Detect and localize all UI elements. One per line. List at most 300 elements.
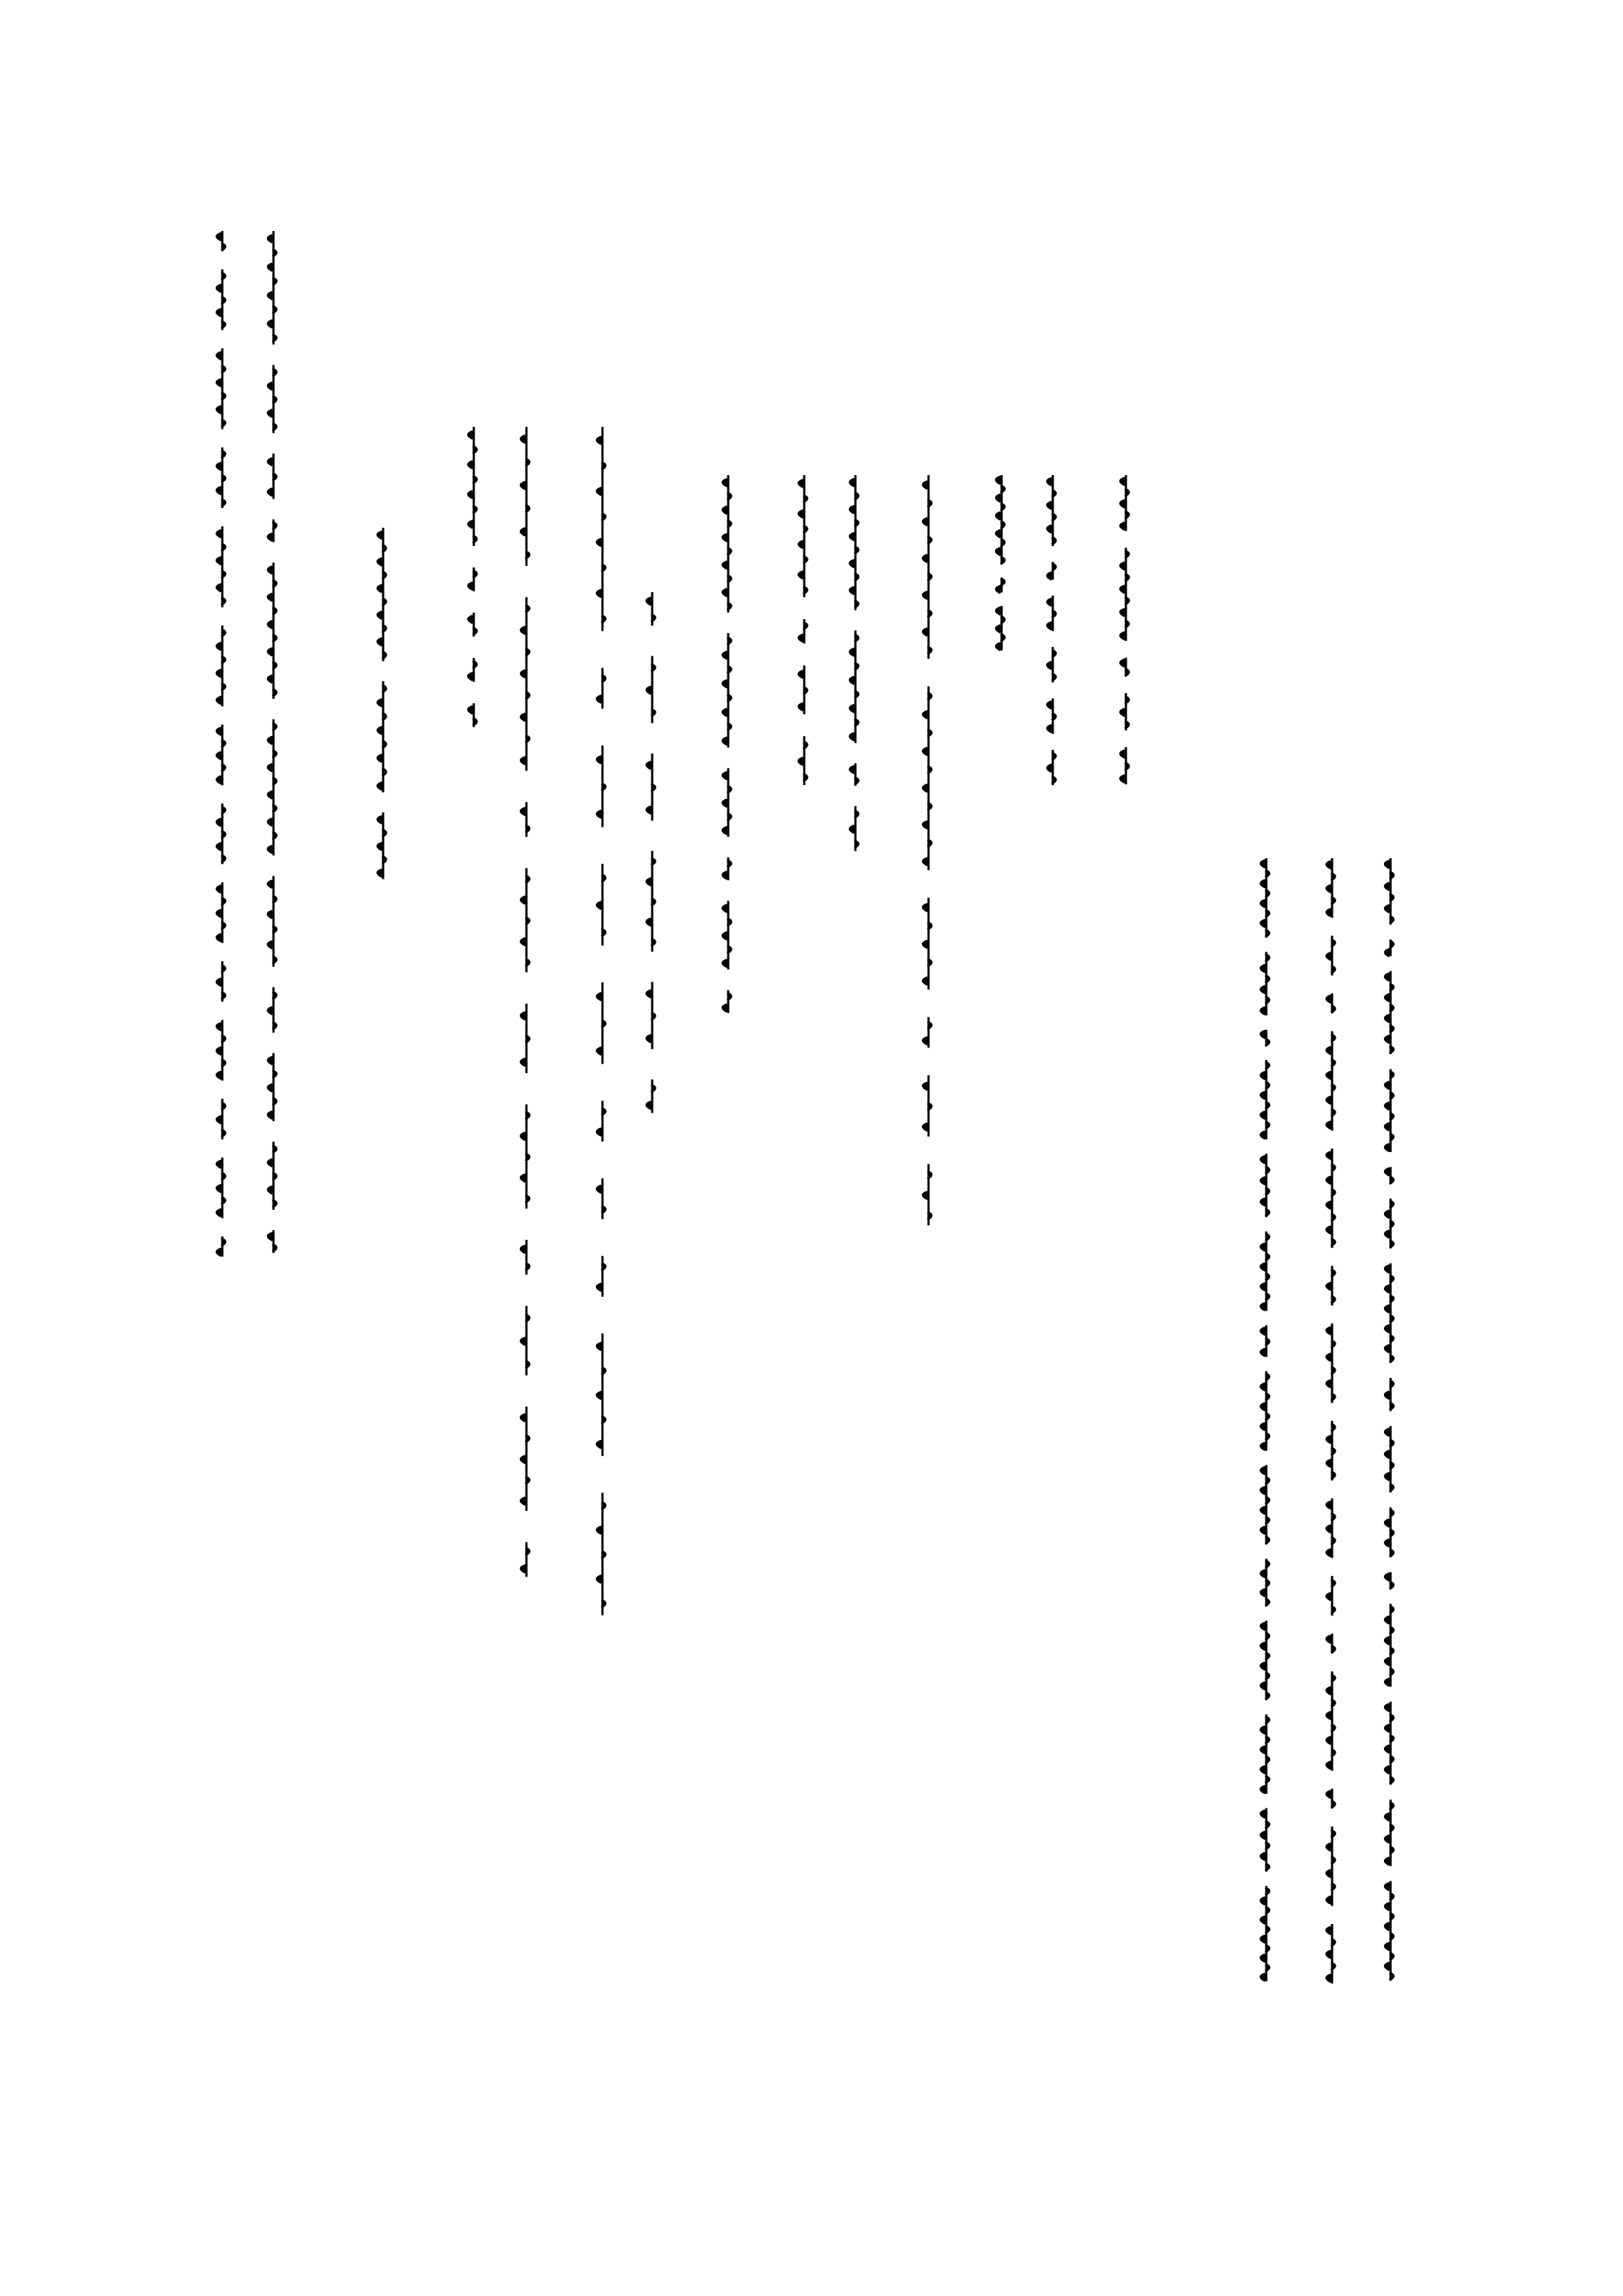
glyph-stroke [1326,1974,1331,1982]
glyph-stroke [602,1020,606,1028]
glyph-stroke [1390,1952,1394,1960]
glyph-stroke [1266,1254,1270,1261]
glyph-stroke [1266,930,1270,937]
glyph-stroke [1260,1623,1265,1630]
glyph-stroke [1260,1570,1265,1577]
glyph-stroke [1385,949,1389,956]
glyph-stroke [526,692,530,700]
glyph-stroke [1120,609,1124,616]
glyph-stroke [1260,860,1265,868]
script-column-glyphs [371,528,392,899]
glyph-stroke [216,1249,221,1256]
glyph-stroke [1266,1821,1270,1828]
glyph-stroke [273,1244,277,1251]
glyph-stroke [923,904,927,912]
glyph-stroke [1260,1403,1265,1410]
glyph-stroke [273,956,277,963]
glyph-stroke [1052,537,1056,545]
glyph-stroke [923,784,927,792]
glyph-stroke [526,459,530,466]
glyph-stroke [602,462,606,469]
glyph-stroke [651,858,656,865]
glyph-stroke [803,622,808,629]
glyph-stroke [222,806,226,814]
glyph-stroke [222,1035,226,1042]
glyph-stroke [521,1012,525,1020]
glyph-stroke [1385,1168,1389,1175]
glyph-stroke [268,1084,272,1091]
glyph-stroke [1385,1923,1389,1931]
glyph-stroke [526,1435,530,1442]
glyph-stroke [268,264,272,271]
glyph-stroke [222,965,226,972]
glyph-stroke [602,1600,606,1607]
glyph-stroke [222,393,226,400]
glyph-stroke [1047,501,1051,509]
glyph-stroke [1326,1354,1331,1361]
glyph-stroke [1385,1520,1389,1527]
glyph-stroke [526,551,530,558]
glyph-stroke [1385,994,1389,1001]
glyph-stroke [850,733,854,740]
glyph-stroke [273,335,277,342]
glyph-stroke [1326,1047,1331,1054]
glyph-stroke [1390,1509,1394,1517]
glyph-stroke [273,1022,277,1029]
word-stem [222,882,224,943]
glyph-stroke [521,896,525,903]
glyph-stroke [1385,1963,1389,1970]
info-line-2 [844,475,864,871]
glyph-stroke [1266,1517,1270,1524]
glyph-stroke [1260,1955,1265,1962]
glyph-stroke [273,306,277,314]
glyph-stroke [1326,1526,1331,1533]
glyph-stroke [923,977,927,985]
glyph-stroke [1385,974,1389,981]
glyph-stroke [1001,521,1005,528]
glyph-stroke [727,946,732,953]
glyph-stroke [803,556,808,564]
glyph-stroke [222,544,226,551]
glyph-stroke [382,740,387,748]
glyph-stroke [526,1112,530,1119]
glyph-stroke [382,830,387,837]
glyph-stroke [1266,1497,1270,1504]
glyph-stroke [1120,659,1124,667]
glyph-stroke [1266,1393,1270,1401]
glyph-stroke [216,1023,221,1031]
glyph-stroke [597,756,601,763]
glyph-stroke [602,929,606,936]
glyph-stroke [855,601,859,608]
glyph-stroke [1331,1296,1336,1303]
glyph-stroke [651,614,656,621]
glyph-stroke [468,520,472,528]
word-stem [602,668,604,709]
glyph-stroke [1001,504,1005,511]
glyph-stroke [273,992,277,999]
glyph-stroke [1390,1933,1394,1940]
glyph-stroke [1260,1092,1265,1099]
glyph-stroke [1390,1092,1394,1099]
glyph-stroke [1266,1167,1270,1174]
glyph-stroke [222,1172,226,1180]
word-stem [1331,1323,1333,1403]
glyph-stroke [526,1263,530,1270]
glyph-stroke [602,1417,606,1424]
glyph-stroke [1260,1349,1265,1356]
intro-line-3 [1379,858,1399,1996]
glyph-stroke [1390,1756,1394,1763]
glyph-stroke [216,557,221,564]
glyph-stroke [1266,996,1270,1004]
glyph-stroke [798,758,803,765]
word-stem [273,231,275,344]
glyph-stroke [1260,965,1265,972]
glyph-stroke [273,689,277,697]
glyph-stroke [1266,1537,1270,1544]
glyph-stroke [1326,1283,1331,1290]
glyph-stroke [923,1124,927,1131]
glyph-stroke [1385,905,1389,912]
glyph-stroke [646,597,651,605]
glyph-stroke [1390,1355,1394,1363]
glyph-stroke [597,1284,601,1291]
glyph-stroke [526,1153,530,1161]
word-stem [1390,858,1392,925]
glyph-stroke [1120,709,1124,716]
glyph-stroke [651,709,656,716]
glyph-stroke [268,764,272,771]
glyph-stroke [216,643,221,650]
glyph-stroke [651,939,656,946]
glyph-stroke [1390,1484,1394,1491]
glyph-stroke [1047,526,1051,533]
script-column-glyphs [792,475,813,807]
footer-line-1 [211,231,231,1275]
glyph-stroke [1266,1062,1270,1069]
glyph-stroke [473,536,477,543]
glyph-stroke [727,919,732,926]
glyph-stroke [273,396,277,403]
glyph-stroke [803,495,808,502]
glyph-stroke [1331,1367,1336,1374]
word-stem [222,1157,224,1218]
glyph-stroke [377,585,382,592]
glyph-stroke [216,819,221,826]
glyph-stroke [1120,478,1124,485]
glyph-stroke [1390,1735,1394,1743]
glyph-stroke [273,805,277,812]
glyph-stroke [798,510,803,518]
glyph-stroke [273,723,277,730]
glyph-stroke [222,922,226,929]
glyph-stroke [468,673,472,681]
glyph-stroke [268,410,272,417]
word-stem [526,427,528,566]
glyph-stroke [216,487,221,494]
glyph-stroke [1260,1198,1265,1205]
glyph-stroke [222,598,226,605]
glyph-stroke [268,791,272,798]
glyph-stroke [855,493,859,500]
glyph-stroke [1331,1341,1336,1348]
glyph-stroke [1390,1606,1394,1613]
glyph-stroke [722,932,727,939]
glyph-stroke [722,905,727,912]
glyph-stroke [268,458,272,466]
glyph-stroke [1390,1221,1394,1228]
glyph-stroke [1390,1113,1394,1120]
glyph-stroke [1260,1132,1265,1139]
glyph-stroke [928,610,932,618]
glyph-stroke [798,634,803,642]
glyph-stroke [1385,1539,1389,1547]
glyph-stroke [222,1129,226,1137]
glyph-stroke [1326,1327,1331,1335]
glyph-stroke [727,637,732,645]
glyph-stroke [1052,514,1056,521]
glyph-stroke [722,561,727,569]
glyph-stroke [521,757,525,765]
glyph-stroke [382,545,387,552]
glyph-stroke [268,846,272,853]
glyph-stroke [382,856,387,863]
glyph-stroke [727,694,732,702]
glyph-stroke [1331,1164,1336,1172]
glyph-stroke [1390,1440,1394,1447]
glyph-stroke [222,571,226,578]
glyph-stroke [1001,557,1005,564]
glyph-stroke [923,1191,927,1199]
glyph-stroke [521,1175,525,1182]
glyph-stroke [1260,1112,1265,1119]
glyph-stroke [1390,984,1394,991]
glyph-stroke [722,960,727,967]
glyph-stroke [216,979,221,986]
glyph-stroke [377,843,382,850]
glyph-stroke [1052,674,1056,681]
glyph-stroke [1266,1672,1270,1680]
glyph-stroke [1390,1803,1394,1810]
glyph-stroke [273,249,277,257]
glyph-stroke [521,482,525,489]
glyph-stroke [1331,1084,1336,1091]
glyph-stroke [1260,1007,1265,1015]
glyph-stroke [722,651,727,659]
list-line-d [640,592,661,1143]
glyph-stroke [1326,996,1331,1003]
glyph-stroke [521,1414,525,1422]
glyph-stroke [597,1575,601,1583]
glyph-stroke [1385,1015,1389,1022]
glyph-stroke [273,607,277,615]
glyph-stroke [273,662,277,669]
glyph-stroke [1390,941,1394,948]
glyph-stroke [1120,776,1124,783]
script-column-glyphs [844,475,864,871]
glyph-stroke [1047,765,1051,772]
glyph-stroke [928,1171,932,1178]
glyph-stroke [521,938,525,945]
glyph-stroke [1266,1945,1270,1952]
glyph-stroke [473,570,477,577]
glyph-stroke [216,843,221,850]
glyph-stroke [1266,1273,1270,1281]
glyph-stroke [602,1551,606,1558]
glyph-stroke [727,602,732,610]
script-column-glyphs [1041,475,1062,801]
glyph-stroke [382,685,387,692]
glyph-stroke [222,420,226,427]
glyph-stroke [1331,1830,1336,1838]
glyph-stroke [1331,1005,1336,1012]
glyph-stroke [1326,1791,1331,1798]
glyph-stroke [1385,883,1389,890]
glyph-stroke [473,719,477,726]
glyph-stroke [1385,1210,1389,1218]
glyph-stroke [602,1263,606,1270]
glyph-stroke [1266,1599,1270,1606]
glyph-stroke [1385,1451,1389,1458]
glyph-stroke [521,626,525,634]
glyph-stroke [727,860,732,868]
glyph-stroke [1385,1814,1389,1821]
glyph-stroke [1266,1907,1270,1914]
glyph-stroke [521,528,525,536]
glyph-stroke [1260,1507,1265,1514]
glyph-stroke [722,709,727,716]
glyph-stroke [1001,539,1005,546]
glyph-stroke [1390,1648,1394,1655]
word-stem [602,1101,604,1142]
glyph-stroke [722,1004,727,1012]
glyph-stroke [1266,1209,1270,1216]
word-stem [222,526,224,607]
glyph-stroke [1385,1883,1389,1890]
word-stem [1390,1426,1392,1493]
glyph-stroke [798,572,803,579]
word-stem [803,475,806,597]
glyph-stroke [1047,622,1051,629]
glyph-stroke [803,586,808,594]
script-column-glyphs [640,592,661,1143]
glyph-stroke [268,534,272,541]
glyph-stroke [923,1083,927,1090]
glyph-stroke [216,1209,221,1216]
glyph-stroke [602,615,606,623]
glyph-stroke [646,686,651,694]
glyph-stroke [473,661,477,668]
glyph-stroke [1266,1561,1270,1568]
glyph-stroke [1331,1034,1336,1042]
glyph-stroke [602,564,606,572]
glyph-stroke [1331,1214,1336,1221]
glyph-stroke [727,493,732,500]
glyph-stroke [1331,1675,1336,1682]
glyph-stroke [722,589,727,596]
glyph-stroke [273,778,277,785]
glyph-stroke [382,768,387,776]
glyph-stroke [597,1441,601,1448]
glyph-stroke [1001,485,1005,493]
glyph-stroke [597,539,601,546]
glyph-stroke [602,784,606,791]
glyph-stroke [521,1565,525,1572]
glyph-stroke [377,699,382,706]
glyph-stroke [1266,1633,1270,1640]
glyph-stroke [923,518,927,526]
glyph-stroke [722,871,727,879]
glyph-stroke [273,1071,277,1078]
glyph-stroke [1331,1393,1336,1401]
glyph-stroke [216,309,221,317]
glyph-stroke [727,993,732,1000]
glyph-stroke [850,587,854,594]
glyph-stroke [468,615,472,623]
glyph-stroke [1260,1727,1265,1734]
word-stem [602,1256,604,1297]
glyph-stroke [923,858,927,865]
glyph-stroke [850,677,854,684]
glyph-stroke [468,706,472,713]
glyph-stroke [377,816,382,823]
glyph-stroke [1125,721,1130,729]
glyph-stroke [928,959,932,966]
glyph-stroke [222,831,226,838]
glyph-stroke [521,436,525,443]
glyph-stroke [1266,870,1270,877]
glyph-stroke [1385,1473,1389,1480]
glyph-stroke [521,1246,525,1253]
glyph-stroke [1266,1233,1270,1240]
glyph-stroke [526,735,530,743]
glyph-stroke [1047,701,1051,708]
glyph-stroke [722,681,727,688]
glyph-stroke [1266,1188,1270,1195]
word-stem [526,1406,528,1511]
glyph-stroke [1260,1766,1265,1773]
glyph-stroke [216,697,221,704]
glyph-stroke [722,738,727,745]
glyph-stroke [855,663,859,670]
glyph-stroke [850,825,854,833]
glyph-stroke [798,541,803,548]
glyph-stroke [526,959,530,966]
glyph-stroke [928,803,932,810]
glyph-stroke [602,1502,606,1509]
glyph-stroke [521,1456,525,1463]
glyph-stroke [222,740,226,747]
glyph-stroke [646,878,651,885]
glyph-stroke [803,526,808,533]
glyph-stroke [1331,1883,1336,1890]
glyph-stroke [722,479,727,486]
glyph-stroke [222,1059,226,1066]
glyph-stroke [1331,873,1336,880]
glyph-stroke [597,696,601,703]
glyph-stroke [1390,1200,1394,1208]
glyph-stroke [526,605,530,613]
glyph-stroke [1047,599,1051,606]
glyph-stroke [1266,1736,1270,1743]
glyph-stroke [473,447,477,454]
glyph-stroke [222,499,226,507]
glyph-stroke [1331,897,1336,904]
glyph-stroke [1260,1643,1265,1650]
glyph-stroke [468,491,472,499]
